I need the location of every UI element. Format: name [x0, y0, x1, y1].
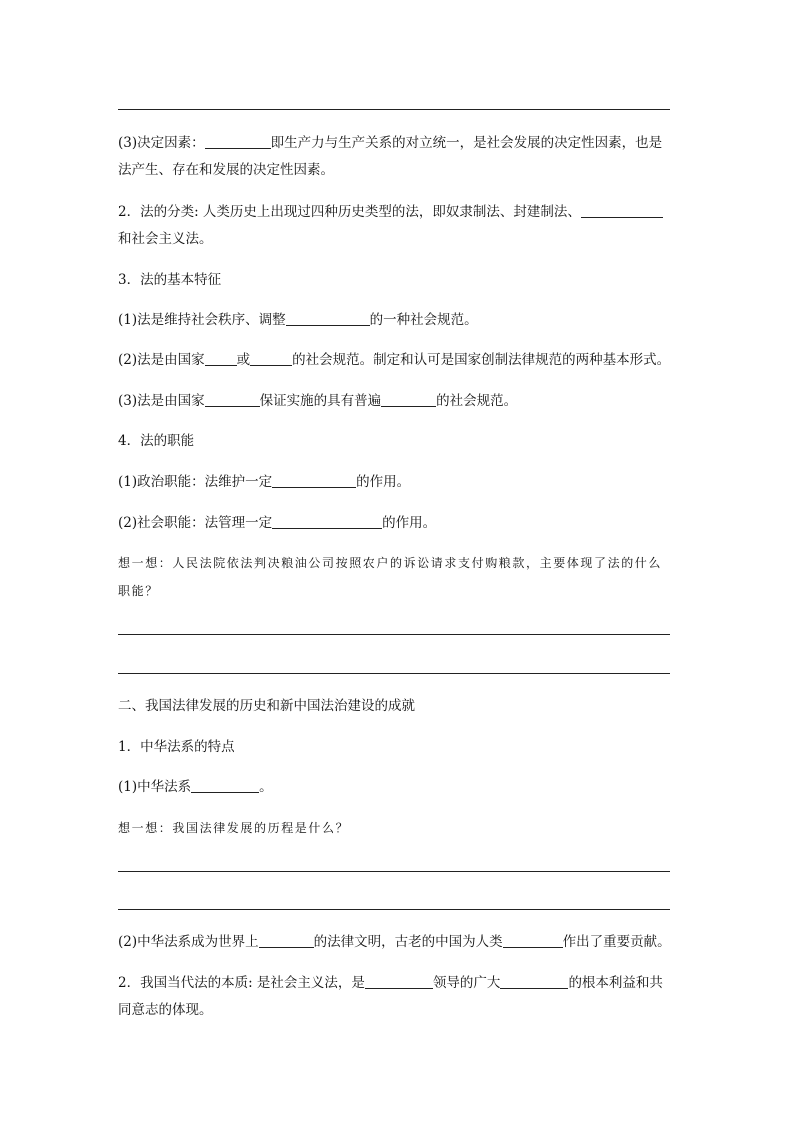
chinese-law-feature-2: (2)中华法系成为世界上 的法律文明，古老的中国为人类 作出了重要贡献。: [118, 934, 671, 950]
section-heading: 1．中华法系的特点: [118, 739, 235, 755]
think-question-1-cont: 职能？: [118, 584, 159, 598]
think-question-2: 想一想：我国法律发展的历程是什么？: [118, 821, 350, 835]
answer-line: [118, 673, 670, 674]
fill-blank[interactable]: [581, 203, 663, 218]
law-classification-line2: 和社会主义法。: [118, 231, 213, 247]
fill-blank[interactable]: [365, 974, 433, 989]
fill-blank[interactable]: [205, 392, 260, 407]
fill-blank[interactable]: [205, 134, 271, 149]
fill-blank[interactable]: [272, 514, 382, 529]
fill-blank[interactable]: [272, 473, 356, 488]
feature-2: (2)法是由国家 或 的社会规范。制定和认可是国家创制法律规范的两种基本形式。: [118, 352, 671, 368]
section-heading: 4．法的职能: [118, 433, 195, 449]
answer-line: [118, 871, 670, 872]
decisive-factor-line1: (3)决定因素： 即生产力与生产关系的对立统一，是社会发展的决定性因素，也是: [118, 135, 663, 151]
think-question-1: 想一想：人民法院依法判决粮油公司按照农户的诉讼请求支付购粮款，主要体现了法的什么: [118, 556, 663, 570]
answer-line: [118, 634, 670, 635]
law-classification-line1: 2．法的分类: 人类历史上出现过四种历史类型的法，即奴隶制法、封建制法、: [118, 203, 663, 221]
fill-blank[interactable]: [191, 778, 259, 793]
part-heading: 二、我国法律发展的历史和新中国法治建设的成就: [118, 698, 415, 714]
function-1: (1)政治职能：法维护一定 的作用。: [118, 474, 411, 490]
decisive-factor-line2: 法产生、存在和发展的决定性因素。: [118, 162, 334, 178]
answer-line: [118, 909, 670, 910]
function-2: (2)社会职能：法管理一定 的作用。: [118, 515, 437, 531]
fill-blank[interactable]: [500, 974, 568, 989]
feature-3: (3)法是由国家 保证实施的具有普遍 的社会规范。: [118, 393, 518, 409]
law-essence-line1: 2．我国当代法的本质: 是社会主义法，是 领导的广大 的根本利益和共: [118, 975, 663, 991]
chinese-law-feature-1: (1)中华法系 。: [118, 779, 273, 795]
fill-blank[interactable]: [259, 933, 314, 948]
law-essence-line2: 同意志的体现。: [118, 1002, 213, 1018]
fill-blank[interactable]: [381, 392, 436, 407]
fill-blank[interactable]: [205, 351, 237, 366]
answer-line: [118, 109, 670, 110]
fill-blank[interactable]: [250, 351, 292, 366]
fill-blank[interactable]: [503, 933, 563, 948]
feature-1: (1)法是维持社会秩序、调整 的一种社会规范。: [118, 312, 478, 328]
section-heading: 3．法的基本特征: [118, 272, 222, 288]
fill-blank[interactable]: [286, 311, 370, 326]
